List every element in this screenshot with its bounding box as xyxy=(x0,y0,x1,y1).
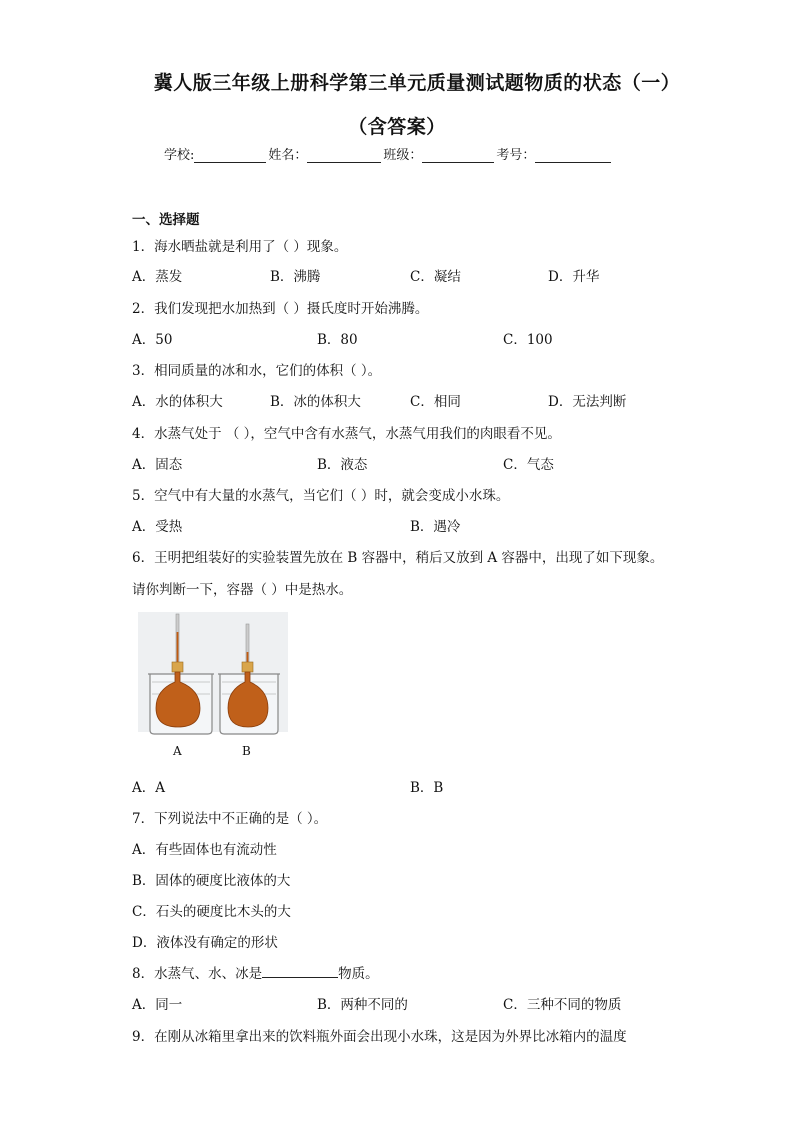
option[interactable]: B．沸腾 xyxy=(270,269,321,285)
exam-no-label: 考号： xyxy=(496,148,536,163)
section-title: 一、选择题 xyxy=(132,212,200,228)
option[interactable]: C．石头的硬度比木头的大 xyxy=(132,904,291,920)
page-subtitle: （含答案） xyxy=(348,116,446,138)
option[interactable]: A．A xyxy=(132,780,165,796)
option[interactable]: B．B xyxy=(410,780,444,796)
question-stem xyxy=(132,962,379,982)
option[interactable]: B．液态 xyxy=(317,457,368,473)
figure-label-b: B xyxy=(242,744,251,758)
option[interactable]: A．受热 xyxy=(132,519,183,535)
question-stem: 5．空气中有大量的水蒸气，当它们（ ）时，就会变成小水珠。 xyxy=(132,488,510,504)
question-stem: 6．王明把组装好的实验装置先放在 B 容器中，稍后又放到 A 容器中，出现了如下现象。 xyxy=(132,550,664,566)
option[interactable]: C．三种不同的物质 xyxy=(503,997,622,1013)
question-stem: 7．下列说法中不正确的是（ ）。 xyxy=(132,811,328,827)
option[interactable]: B．固体的硬度比液体的大 xyxy=(132,873,291,889)
school-blank[interactable] xyxy=(194,148,266,163)
question-stem: 2．我们发现把水加热到（ ）摄氏度时开始沸腾。 xyxy=(132,301,429,317)
option[interactable]: A．有些固体也有流动性 xyxy=(132,842,277,858)
figure-label-a: A xyxy=(173,744,182,758)
question-stem-start: 8．水蒸气、水、冰是 xyxy=(132,966,263,982)
option[interactable]: B．冰的体积大 xyxy=(270,394,361,410)
class-blank[interactable] xyxy=(422,148,494,163)
experiment-figure xyxy=(138,612,288,757)
fill-blank[interactable] xyxy=(262,965,338,978)
question-stem-continued: 请你判断一下，容器（ ）中是热水。 xyxy=(132,582,353,598)
question-stem: 3．相同质量的冰和水，它们的体积（ ）。 xyxy=(132,363,382,379)
school-label: 学校: xyxy=(164,148,195,163)
option[interactable]: A．固态 xyxy=(132,457,183,473)
option[interactable]: B．遇冷 xyxy=(410,519,461,535)
option[interactable]: A．蒸发 xyxy=(132,269,183,285)
option[interactable]: D．无法判断 xyxy=(548,394,627,410)
page-title: 冀人版三年级上册科学第三单元质量测试题物质的状态（一） xyxy=(153,72,681,94)
option[interactable]: A．同一 xyxy=(132,997,183,1013)
question-stem-end: 物质。 xyxy=(338,966,379,982)
exam-no-blank[interactable] xyxy=(535,148,611,163)
option[interactable]: C．相同 xyxy=(410,394,461,410)
name-blank[interactable] xyxy=(307,148,381,163)
question-stem: 4．水蒸气处于 （ ），空气中含有水蒸气，水蒸气用我们的肉眼看不见。 xyxy=(132,426,561,442)
option[interactable]: C．100 xyxy=(503,332,553,348)
option[interactable]: C．气态 xyxy=(503,457,554,473)
option[interactable]: A．水的体积大 xyxy=(132,394,223,410)
option[interactable]: D．液体没有确定的形状 xyxy=(132,935,278,951)
option[interactable]: D．升华 xyxy=(548,269,600,285)
option[interactable]: A．50 xyxy=(132,332,173,348)
option[interactable]: C．凝结 xyxy=(410,269,461,285)
class-label: 班级： xyxy=(383,148,423,163)
student-info-row xyxy=(164,144,613,163)
option[interactable]: B．80 xyxy=(317,332,358,348)
option[interactable]: B．两种不同的 xyxy=(317,997,408,1013)
question-stem: 1．海水晒盐就是利用了（ ）现象。 xyxy=(132,239,348,255)
question-stem: 9．在刚从冰箱里拿出来的饮料瓶外面会出现小水珠，这是因为外界比冰箱内的温度 xyxy=(132,1029,627,1045)
name-label: 姓名： xyxy=(268,148,308,163)
